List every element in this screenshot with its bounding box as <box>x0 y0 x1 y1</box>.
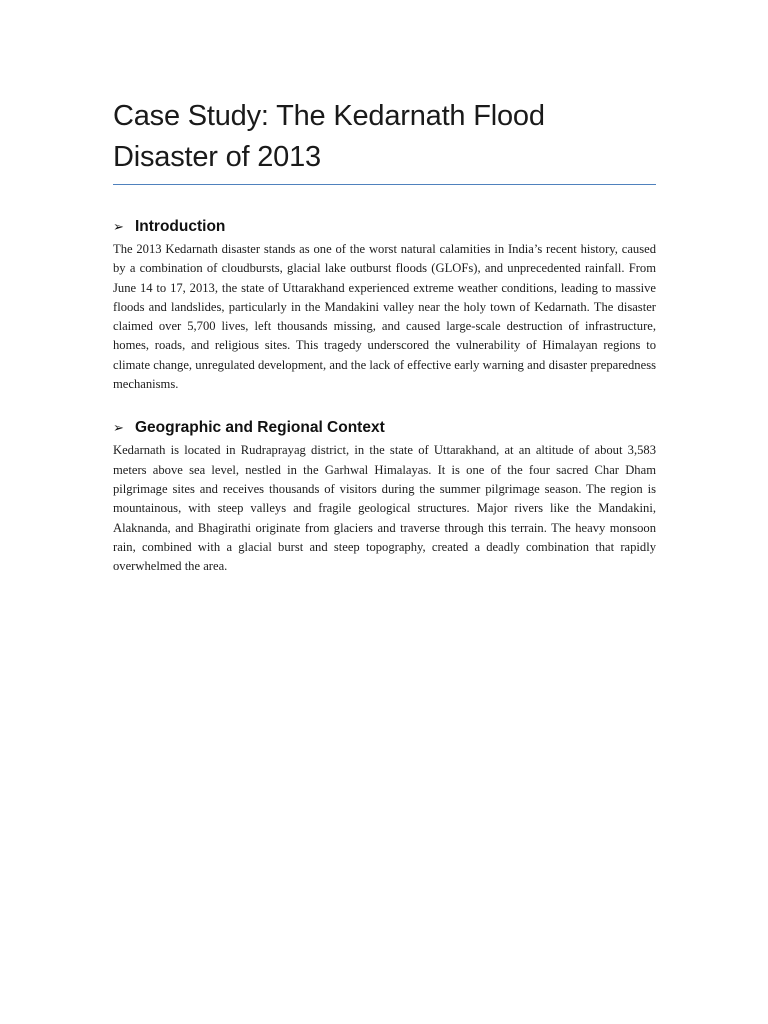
section-heading-introduction <box>113 216 656 238</box>
arrow-bullet-icon: ➢ <box>113 219 124 234</box>
title-underline <box>113 184 656 185</box>
document-content <box>113 96 656 576</box>
section-heading-geographic-context <box>113 417 656 439</box>
geographic-context-paragraph: Kedarnath is located in Rudraprayag district, in the state of Uttarakhand, at an altitude of about 3,583 meters above sea level, nestled in the Garhwal Himalayas. It is one of the four sacred Char Dham pilgrimage sites and receives thousands of visitors during the summer pilgrimage season. The region is mountainous, with steep valleys and fragile geological structures. Major rivers like the Mandakini, Alaknanda, and Bhagirathi originate from glaciers and traverse through this terrain. The heavy monsoon rain, combined with a glacial burst and steep topography, created a deadly combination that rapidly overwhelmed the area. <box>113 443 656 574</box>
section-heading-text: Geographic and Regional Context <box>135 419 385 437</box>
arrow-bullet-icon: ➢ <box>113 420 124 436</box>
introduction-paragraph: The 2013 Kedarnath disaster stands as one of the worst natural calamities in India’s recent history, caused by a combination of cloudbursts, glacial lake outburst floods (GLOFs), and unprecedented rainfall. From June 14 to 17, 2013, the state of Uttarakhand experienced extreme weather conditions, leading to massive floods and landslides, particularly in the Mandakini valley near the holy town of Kedarnath. The disaster claimed over 5,700 lives, left thousands missing, and caused large-scale destruction of infrastructure, homes, roads, and religious sites. This tragedy underscored the vulnerability of Himalayan regions to climate change, unregulated development, and the lack of effective early warning and disaster preparedness mechanisms. <box>113 242 656 392</box>
document-title: Case Study: The Kedarnath Flood Disaster of 2013 <box>113 100 545 173</box>
section-heading-text: Introduction <box>135 218 226 235</box>
